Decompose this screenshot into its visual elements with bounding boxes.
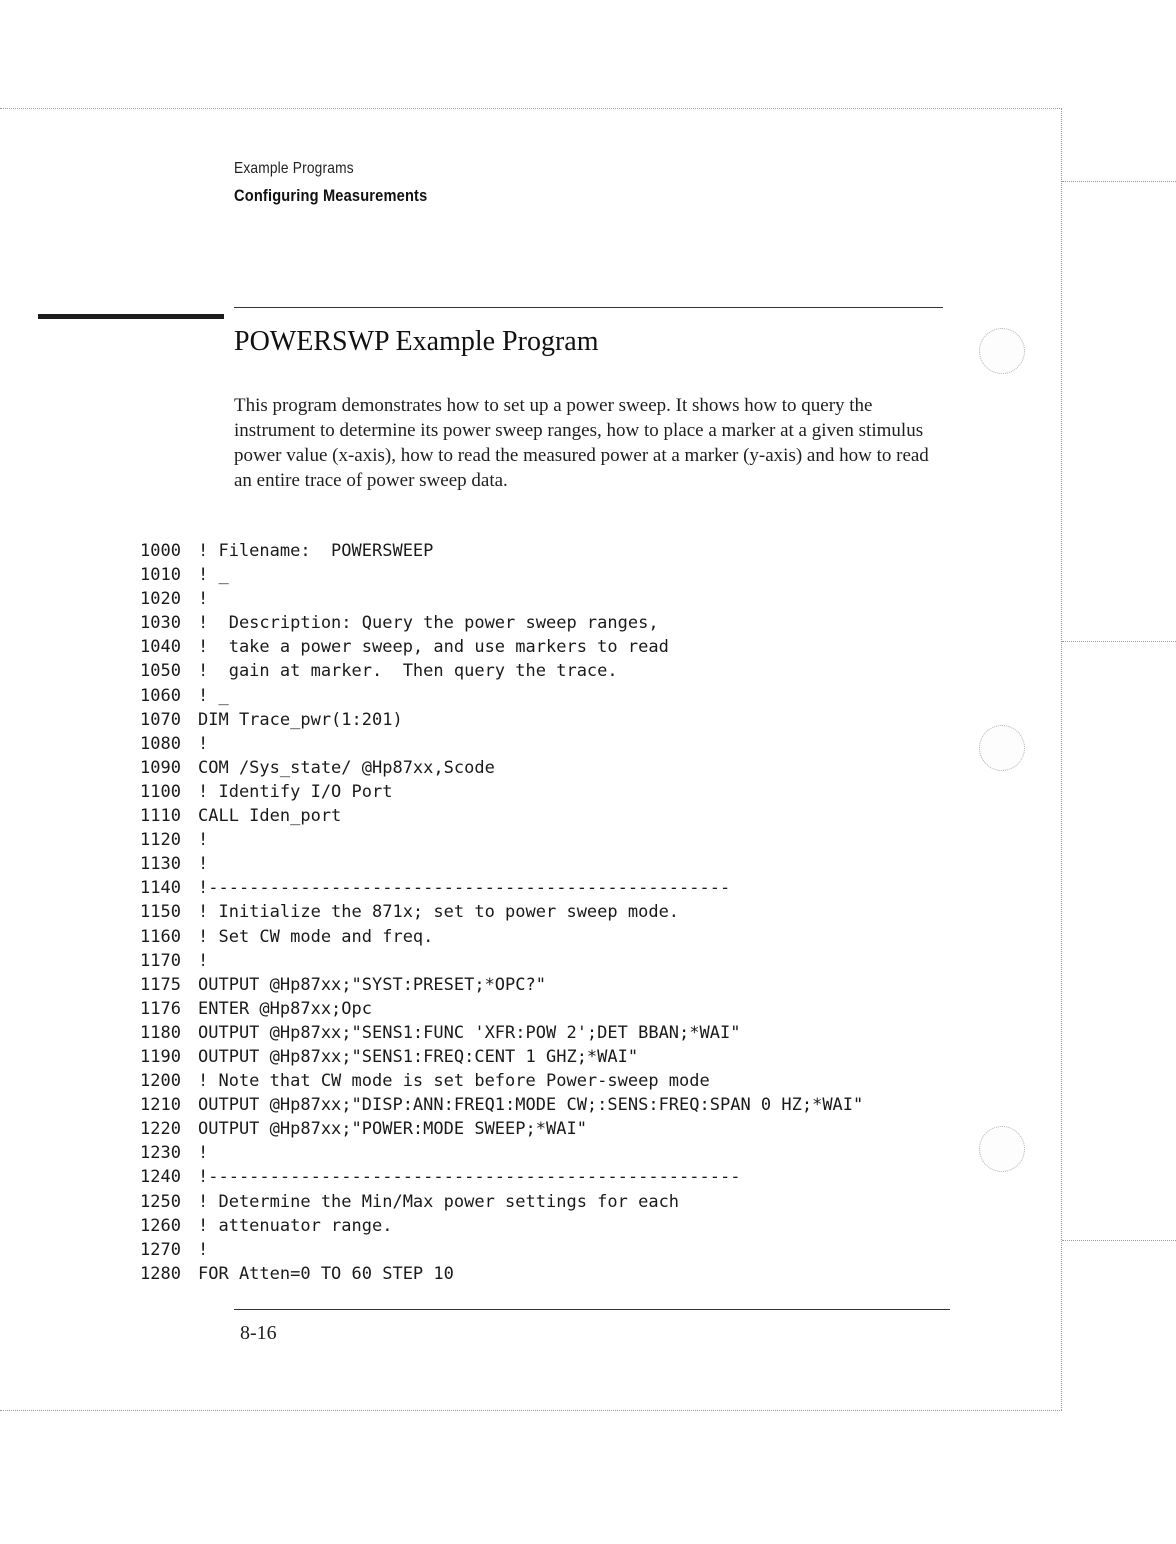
line-code: COM /Sys_state/ @Hp87xx,Scode — [198, 757, 495, 778]
line-code: ! _ — [198, 685, 229, 706]
chapter-title: Configuring Measurements — [234, 186, 428, 205]
code-line — [140, 852, 863, 876]
code-line — [140, 1165, 863, 1189]
binder-hole-bottom — [979, 1126, 1025, 1172]
line-number: 1210 — [140, 1095, 181, 1116]
page-top-edge — [0, 108, 1062, 109]
line-code: ! — [198, 1239, 209, 1260]
line-code: OUTPUT @Hp87xx;"POWER:MODE SWEEP;*WAI" — [198, 1119, 587, 1140]
code-line — [140, 997, 863, 1021]
code-line — [140, 1117, 863, 1141]
next-page-edge-middle — [1062, 641, 1176, 642]
line-code: OUTPUT @Hp87xx;"DISP:ANN:FREQ1:MODE CW;:SENS:FREQ:SPAN 0 HZ;*WAI" — [198, 1095, 864, 1116]
binder-hole-middle — [979, 725, 1025, 771]
code-line — [140, 1045, 863, 1069]
line-code: ! — [198, 733, 209, 754]
code-line — [140, 1069, 863, 1093]
code-line — [140, 732, 863, 756]
code-line — [140, 949, 863, 973]
line-number: 1175 — [140, 974, 181, 995]
code-line — [140, 684, 863, 708]
line-code: OUTPUT @Hp87xx;"SENS1:FREQ:CENT 1 GHZ;*WAI" — [198, 1046, 639, 1067]
code-listing — [140, 539, 863, 1286]
code-line — [140, 1262, 863, 1286]
line-code: ! gain at marker. Then query the trace. — [198, 661, 618, 682]
line-number: 1230 — [140, 1143, 181, 1164]
code-line — [140, 587, 863, 611]
line-number: 1260 — [140, 1215, 181, 1236]
line-code: !--------------------------------------------------- — [198, 878, 731, 899]
code-line — [140, 1190, 863, 1214]
code-line — [140, 756, 863, 780]
line-code: !---------------------------------------------------- — [198, 1167, 741, 1188]
line-code: DIM Trace_pwr(1:201) — [198, 709, 403, 730]
page-right-edge — [1061, 108, 1062, 1410]
line-number: 1170 — [140, 950, 181, 971]
line-code: ! Filename: POWERSWEEP — [198, 541, 434, 561]
code-line — [140, 1238, 863, 1262]
line-number: 1150 — [140, 902, 181, 923]
page-number: 8-16 — [240, 1322, 277, 1344]
line-number: 1060 — [140, 685, 181, 706]
line-number: 1080 — [140, 733, 181, 754]
line-number: 1270 — [140, 1239, 181, 1260]
code-line — [140, 563, 863, 587]
code-line — [140, 900, 863, 924]
line-number: 1000 — [140, 541, 181, 561]
line-number: 1010 — [140, 565, 181, 586]
code-line — [140, 780, 863, 804]
next-page-edge-top — [1062, 181, 1176, 182]
code-line — [140, 611, 863, 635]
line-code: ! — [198, 950, 209, 971]
line-number: 1140 — [140, 878, 181, 899]
line-number: 1040 — [140, 637, 181, 658]
code-line — [140, 973, 863, 997]
line-code: OUTPUT @Hp87xx;"SYST:PRESET;*OPC?" — [198, 974, 546, 995]
line-code: ! take a power sweep, and use markers to read — [198, 637, 669, 658]
code-line — [140, 925, 863, 949]
line-number: 1250 — [140, 1191, 181, 1212]
code-line — [140, 1141, 863, 1165]
page-bottom-edge — [0, 1410, 1062, 1411]
footer-rule — [234, 1309, 950, 1310]
line-code: ! Note that CW mode is set before Power-sweep mode — [198, 1071, 710, 1092]
line-code: OUTPUT @Hp87xx;"SENS1:FUNC 'XFR:POW 2';DET BBAN;*WAI" — [198, 1022, 741, 1043]
next-page-edge-bottom — [1062, 1240, 1176, 1241]
line-number: 1130 — [140, 854, 181, 875]
program-description: This program demonstrates how to set up a power sweep. It shows how to query the instrument to determine its power sweep ranges, how to place a marker at a given stimulus power value (x-axis), how to read the measured power at a marker (y-axis) and how to read an entire trace of power sweep data. — [234, 395, 929, 491]
page-title: POWERSWP Example Program — [234, 326, 599, 357]
code-line — [140, 1214, 863, 1238]
code-line — [140, 1021, 863, 1045]
binder-hole-top — [979, 328, 1025, 374]
line-number: 1070 — [140, 709, 181, 730]
section-label: Example Programs — [234, 160, 354, 177]
line-number: 1220 — [140, 1119, 181, 1140]
line-number: 1100 — [140, 781, 181, 802]
code-line — [140, 828, 863, 852]
code-line — [140, 876, 863, 900]
running-header — [234, 160, 427, 206]
line-code: ! — [198, 830, 209, 851]
code-line — [140, 539, 863, 563]
line-code: FOR Atten=0 TO 60 STEP 10 — [198, 1263, 454, 1284]
code-line — [140, 635, 863, 659]
line-code: ! — [198, 854, 209, 875]
line-code: ! attenuator range. — [198, 1215, 393, 1236]
line-code: ! Description: Query the power sweep ranges, — [198, 613, 659, 634]
line-code: ! Initialize the 871x; set to power sweep mode. — [198, 902, 680, 923]
line-number: 1050 — [140, 661, 181, 682]
line-number: 1180 — [140, 1022, 181, 1043]
line-number: 1240 — [140, 1167, 181, 1188]
line-code: ! _ — [198, 565, 229, 586]
line-code: ENTER @Hp87xx;Opc — [198, 998, 372, 1019]
line-code: ! — [198, 589, 209, 610]
line-number: 1120 — [140, 830, 181, 851]
heading-thin-rule — [234, 307, 943, 308]
line-number: 1190 — [140, 1046, 181, 1067]
line-number: 1176 — [140, 998, 181, 1019]
line-code: ! Determine the Min/Max power settings for each — [198, 1191, 680, 1212]
line-code: ! — [198, 1143, 209, 1164]
line-number: 1280 — [140, 1263, 181, 1284]
line-number: 1110 — [140, 806, 181, 827]
line-code: ! Identify I/O Port — [198, 781, 393, 802]
code-line — [140, 708, 863, 732]
code-line — [140, 659, 863, 683]
line-number: 1020 — [140, 589, 181, 610]
line-code: CALL Iden_port — [198, 806, 342, 827]
line-number: 1090 — [140, 757, 181, 778]
line-number: 1160 — [140, 926, 181, 947]
line-code: ! Set CW mode and freq. — [198, 926, 434, 947]
code-line — [140, 804, 863, 828]
line-number: 1200 — [140, 1071, 181, 1092]
line-number: 1030 — [140, 613, 181, 634]
heading-thick-rule — [38, 314, 224, 319]
code-line — [140, 1093, 863, 1117]
